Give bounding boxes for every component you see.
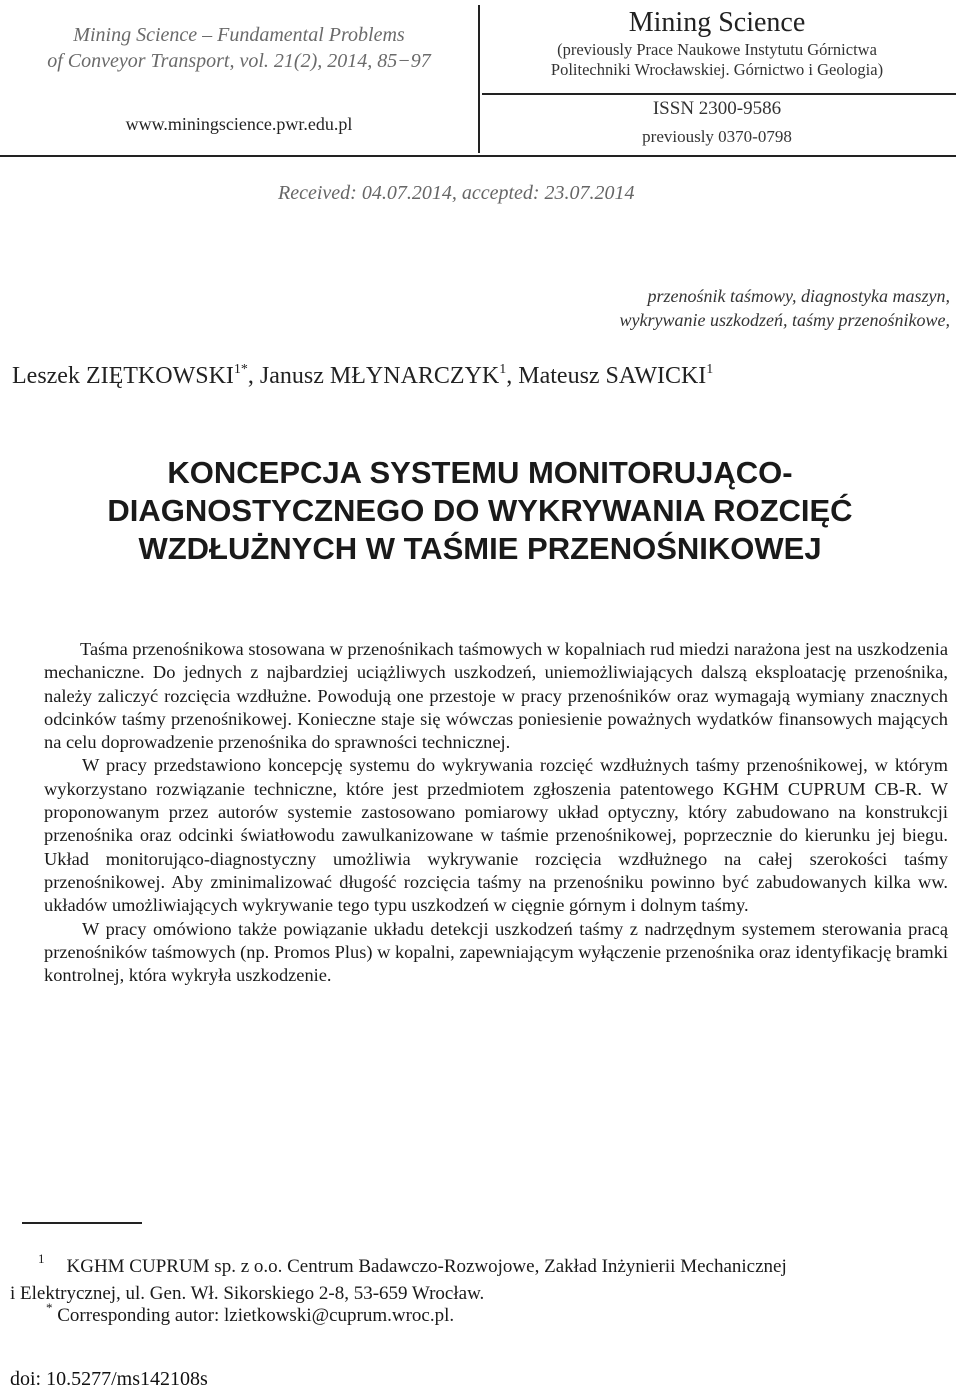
journal-title: Mining Science (628, 7, 806, 38)
header-vertical-divider (478, 5, 480, 153)
paper-title (0, 454, 960, 568)
author-list: Leszek $ZIĘTKOWSKI^{1*}$, Janusz MŁYNARCZYK$^1$, Mateusz SAWICKI$^1$ (12, 362, 714, 389)
doi[interactable]: doi: 10.5277/ms142108s (10, 1368, 208, 1390)
author-affiliation-marker: 1* (233, 362, 248, 377)
abstract-paragraph-3: W pracy omówiono także powiązanie układu detekcji uszkodzeń taśmy z nadrzędnym systemem sterowania pracą przenośników taśmowych (np. Promos Plus) w kopalni, zapewniającym wyłączenie przenośnika oraz identyfikację bramki kontrolnej, która wykryła uszkodzenie. (44, 918, 948, 986)
footnote-corresponding-author (10, 1300, 454, 1327)
previously-line2: Politechniki Wrocławskiej. Górnictwo i Geologia) (550, 60, 884, 79)
author-affiliation-marker: 1 (499, 362, 507, 377)
footnote-affiliation-line1: KGHM CUPRUM sp. z o.o. Centrum Badawczo-Rozwojowe, Zakład Inżynierii Mechanicznej (66, 1256, 787, 1277)
keywords (390, 284, 950, 332)
received-accepted-dates: Received: 04.07.2014, accepted: 23.07.2014 (278, 182, 635, 204)
previously-line1: (previously Prace Naukowe Instytutu Górnictwa (557, 40, 877, 59)
author-name: Janusz MŁYNARCZYK (259, 363, 500, 389)
journal-masthead (482, 6, 952, 80)
footnote-marker: * (46, 1300, 53, 1315)
author-affiliation-marker: 1 (706, 362, 714, 377)
footnote-marker: 1 (38, 1251, 45, 1266)
corresponding-author-email[interactable]: Corresponding autor: lzietkowski@cuprum.wroc.pl. (57, 1305, 455, 1326)
journal-series-line2: of Conveyor Transport, vol. 21(2), 2014, 85−97 (47, 50, 431, 72)
footnote-affiliation (10, 1245, 950, 1307)
title-line2: DIAGNOSTYCZNEGO DO WYKRYWANIA ROZCIĘĆ (107, 493, 853, 528)
previous-issn: previously 0370-0798 (642, 127, 792, 146)
author-name: Leszek ZIĘTKOWSKI (12, 363, 234, 389)
footnote-separator (22, 1222, 142, 1224)
journal-series-citation (0, 22, 478, 74)
journal-series-line1: Mining Science – Fundamental Problems (73, 24, 405, 46)
keywords-line2: wykrywanie uszkodzeń, taśmy przenośnikowe, (619, 310, 950, 330)
header-inner-divider (482, 93, 956, 95)
abstract-paragraph-2: W pracy przedstawiono koncepcję systemu do wykrywania rozcięć wzdłużnych taśmy przenośnikowej, w którym wykorzystano rozwiązanie techniczne, które jest przedmiotem zgłoszenia patentowego KGHM CUPRUM CB-R. W proponowanym przez autorów systemie zastosowano pomiarowy układ optyczny, który zabudowano na konstrukcji przenośnika oraz odcinki światłowodu zawulkanizowane w taśmie przenośnikowej, poprzecznie do kierunku jej biegu. Układ monitorująco-diagnostyczny umożliwia wykrywanie rozcięcia wzdłużnego na całej szerokości taśmy przenośnikowej. Aby zminimalizować długość rozcięcia taśmy na przenośniku powinno być zabudowanych kilka ww. układów umożliwiających wykrywanie tego typu uszkodzeń w cięgnie górnym i dolnym taśmy. (44, 755, 948, 916)
abstract-paragraph-1: Taśma przenośnikowa stosowana w przenośnikach taśmowych w kopalniach rud miedzi narażona jest na uszkodzenia mechaniczne. Do jednych z najbardziej uciążliwych uszkodzeń, uniemożliwiających dalszą eksploatację przenośnika, należy zaliczyć rozcięcia wzdłużne. Powodują one przestoje w pracy przenośników oraz wymagają wymiany znacznych odcinków taśmy przenośnikowej. Konieczne staje się wówczas poniesienie poważnych wydatków finansowych mających na celu doprowadzenie przenośnika do sprawności technicznej. (44, 639, 948, 753)
title-line1: KONCEPCJA SYSTEMU MONITORUJĄCO- (167, 455, 793, 490)
keywords-line1: przenośnik taśmowy, diagnostyka maszyn, (647, 286, 950, 306)
author-name: Mateusz SAWICKI (518, 363, 707, 389)
footnote-affiliation-line2: i Elektrycznej, ul. Gen. Wł. Sikorskiego 2-8, 53-659 Wrocław. (10, 1283, 485, 1304)
issn: ISSN 2300-9586 (652, 98, 782, 119)
abstract (44, 638, 948, 987)
header-bottom-divider (0, 155, 956, 157)
journal-website-link[interactable]: www.miningscience.pwr.edu.pl (125, 114, 353, 134)
title-line3: WZDŁUŻNYCH W TAŚMIE PRZENOŚNIKOWEJ (138, 531, 822, 566)
